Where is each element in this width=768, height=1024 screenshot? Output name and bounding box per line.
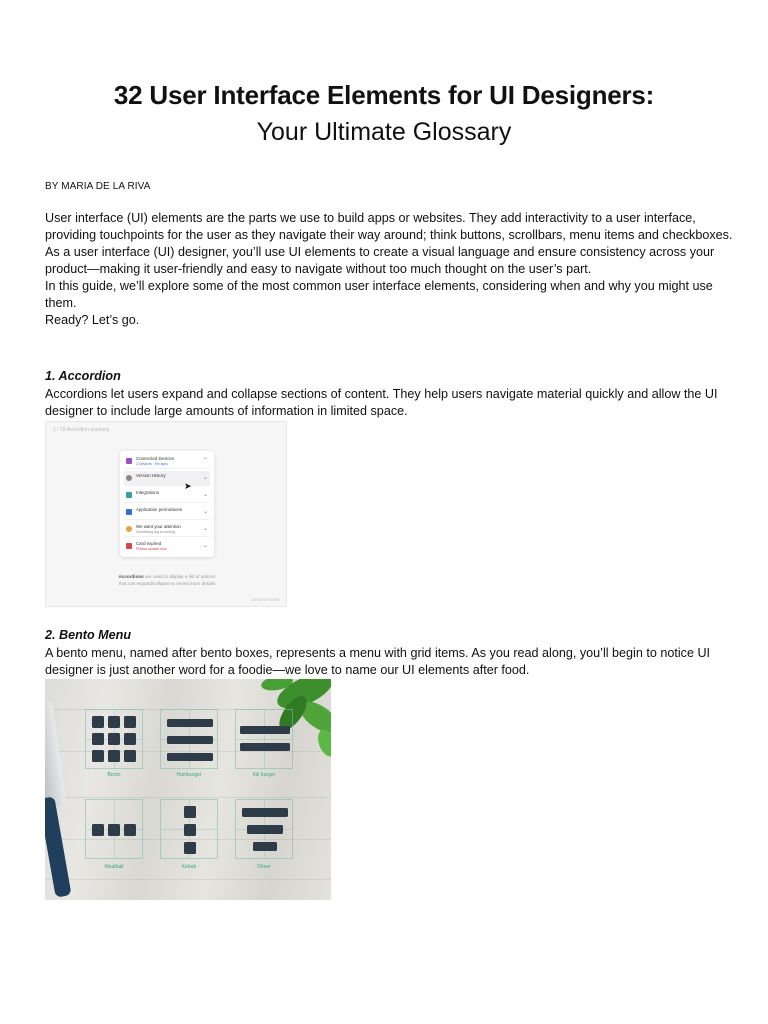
caption-bold: Accordions: [118, 574, 144, 579]
figure-footer: DESIGNSYSTEM: [251, 598, 280, 602]
document-title: 32 User Interface Elements for UI Designers:: [113, 80, 655, 110]
alert-icon: [126, 526, 132, 532]
accordion-row-label: Card expired: [136, 541, 162, 546]
accordion-row-label: Integrations: [136, 490, 159, 495]
knife-handle: [45, 796, 72, 897]
intro-text: [45, 210, 735, 329]
section-body-accordion: Accordions let users expand and collapse sections of content. They help users navigate material quickly and allow the UI designer to include large amounts of information in limited space.: [45, 387, 718, 418]
accordion-row: [124, 505, 210, 520]
knife-blade: [45, 696, 67, 808]
menu-label: Döner: [257, 864, 271, 870]
accordion-row-sub: Something big is coming: [136, 530, 176, 534]
menu-label: Kill burger: [252, 772, 276, 778]
accordion-row: [124, 488, 210, 503]
cursor-icon: ➤: [184, 481, 192, 491]
accordion-figure: [45, 421, 287, 607]
chevron-down-icon: ⌄: [202, 543, 208, 549]
chevron-up-icon: ⌃: [202, 458, 208, 464]
accordion-row-label: Application permissions: [136, 507, 183, 512]
history-icon: [126, 475, 132, 481]
byline: BY MARIA DE LA RIVA: [45, 181, 151, 192]
menu-label: Hamburger: [176, 772, 202, 778]
section-body-bento: A bento menu, named after bento boxes, represents a menu with grid items. As you read along, you’ll begin to notice UI designer is just another word for a foodie—we love to name our UI elements after food.: [45, 646, 711, 677]
figure-caption: [46, 573, 287, 587]
integrations-icon: [126, 492, 132, 498]
kill-burger-icon: [235, 709, 293, 769]
accordion-row-sub: 2 Devices · Re-sync: [136, 462, 169, 466]
section-heading-bento: 2. Bento Menu: [45, 628, 132, 642]
caption-line2: that can expand/collapse to reveal more details: [118, 581, 216, 586]
accordion-row-label: Connected Devices: [136, 456, 175, 461]
lock-icon: [126, 509, 132, 515]
caption-rest: are used to display a list of options: [143, 574, 216, 579]
bento-menu-figure: [45, 679, 331, 900]
figure-label: 1 / 10 Accordion anatomy: [53, 427, 110, 433]
kebab-icon: [160, 799, 218, 859]
chevron-down-icon: ⌄: [202, 492, 208, 498]
intro-paragraph: In this guide, we’ll explore some of the most common user interface elements, considering when and why you might use them.: [45, 279, 713, 310]
devices-icon: [126, 458, 132, 464]
chevron-down-icon: ⌄: [202, 475, 208, 481]
hamburger-icon: [160, 709, 218, 769]
menu-label: Kebab: [181, 864, 197, 870]
menu-label: Bento: [107, 772, 121, 778]
accordion-row: [124, 454, 210, 469]
section-heading-accordion: 1. Accordion: [45, 369, 121, 383]
intro-paragraph: User interface (UI) elements are the parts we use to build apps or websites. They add interactivity to a user interface, providing touchpoints for the user as they navigate their way around; think buttons, scrollbars, menu items and checkboxes.: [45, 211, 733, 242]
doner-icon: [235, 799, 293, 859]
document-subtitle: Your Ultimate Glossary: [256, 118, 512, 146]
intro-paragraph: As a user interface (UI) designer, you’ll use UI elements to create a visual language and ensure consistency across your product—making it user-friendly and easy to navigate without too much thought on the user’s part.: [45, 245, 715, 276]
accordion-card: [120, 451, 214, 557]
bento-icon: [85, 709, 143, 769]
accordion-row: [124, 522, 210, 537]
accordion-row-label: Version History: [136, 473, 166, 478]
chevron-down-icon: ⌄: [202, 509, 208, 515]
chevron-down-icon: ⌄: [202, 526, 208, 532]
meatball-icon: [85, 799, 143, 859]
accordion-row: [124, 539, 210, 554]
menu-label: Meatball: [104, 864, 124, 870]
accordion-row: [124, 471, 210, 486]
card-icon: [126, 543, 132, 549]
accordion-row-sub: Please update now: [136, 547, 167, 551]
intro-paragraph: Ready? Let’s go.: [45, 313, 140, 327]
accordion-row-label: We want your attention: [136, 524, 181, 529]
